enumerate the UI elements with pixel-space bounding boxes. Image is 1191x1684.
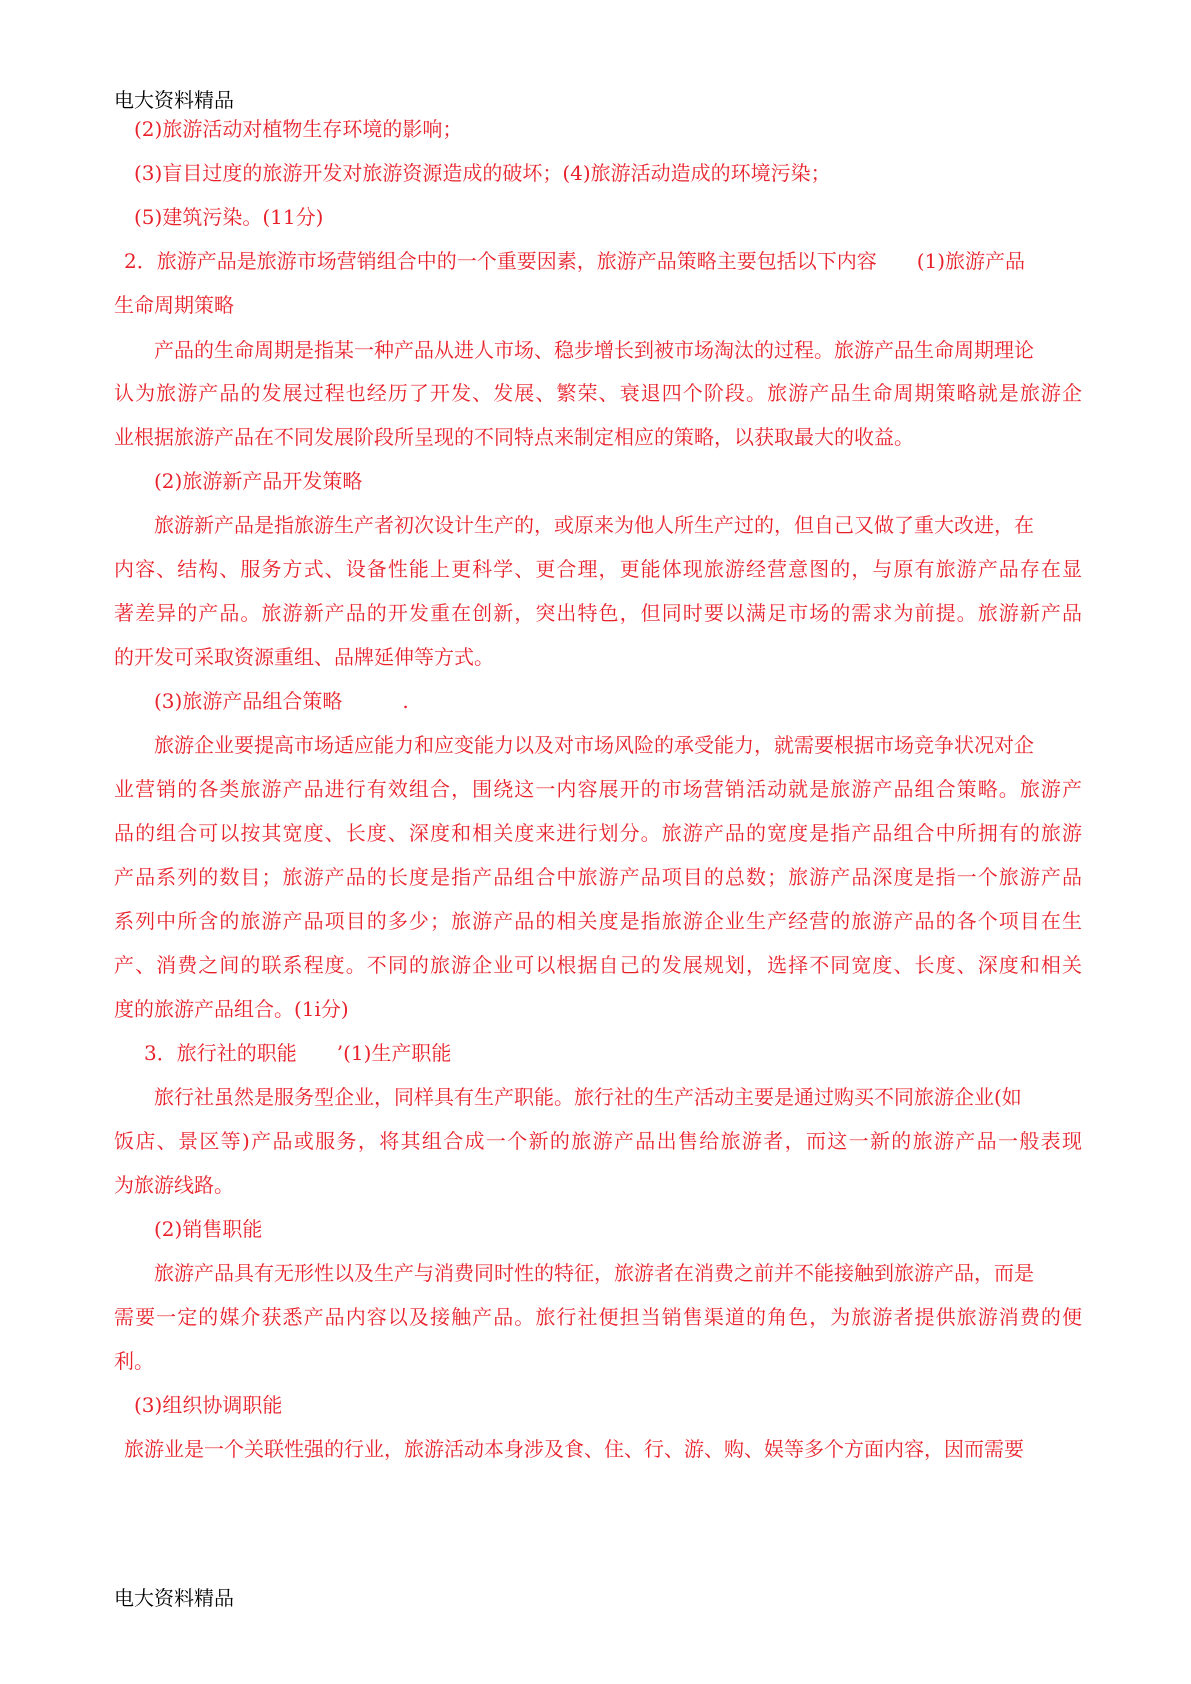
text-line: (3)组织协调职能 — [134, 1393, 283, 1417]
text-line: (2)旅游活动对植物生存环境的影响； — [134, 117, 463, 141]
text-line: (5)建筑污染。(11分) — [134, 205, 324, 229]
text-line: 的开发可采取资源重组、品牌延伸等方式。 — [114, 645, 494, 669]
text-line: 旅游业是一个关联性强的行业，旅游活动本身涉及食、住、行、游、购、娱等多个方面内容，因而需要 — [124, 1437, 1024, 1461]
text-line: 品的组合可以按其宽度、长度、深度和相关度来进行划分。旅游产品的宽度是指产品组合中所拥有的旅游 — [114, 821, 1082, 845]
page-header: 电大资料精品 — [114, 88, 234, 112]
text-line: 业根据旅游产品在不同发展阶段所呈现的不同特点来制定相应的策略，以获取最大的收益。 — [114, 425, 914, 449]
text-line: 内容、结构、服务方式、设备性能上更科学、更合理，更能体现旅游经营意图的，与原有旅游产品存在显 — [114, 557, 1082, 581]
text-line: 旅游新产品是指旅游生产者初次设计生产的，或原来为他人所生产过的，但自己又做了重大改进，在 — [154, 513, 1034, 537]
text-line: 产品的生命周期是指某一种产品从进人市场、稳步增长到被市场淘汰的过程。旅游产品生命周期理论 — [154, 338, 1034, 362]
text-line: 饭店、景区等)产品或服务，将其组合成一个新的旅游产品出售给旅游者，而这一新的旅游产品一般表现 — [114, 1129, 1082, 1153]
text-line: (2)销售职能 — [154, 1217, 263, 1241]
text-line: 系列中所含的旅游产品项目的多少；旅游产品的相关度是指旅游企业生产经营的旅游产品的各个项目在生 — [114, 909, 1082, 933]
page-footer: 电大资料精品 — [114, 1586, 234, 1610]
text-line: 旅行社虽然是服务型企业，同样具有生产职能。旅行社的生产活动主要是通过购买不同旅游企业(如 — [154, 1085, 1022, 1109]
text-line: 利。 — [114, 1349, 154, 1373]
text-line: 度的旅游产品组合。(1i分) — [114, 997, 349, 1021]
text-line: 3．旅行社的职能 ’(1)生产职能 — [144, 1041, 452, 1065]
text-line: 产品系列的数目；旅游产品的长度是指产品组合中旅游产品项目的总数；旅游产品深度是指一个旅游产品 — [114, 865, 1082, 889]
text-line: (2)旅游新产品开发策略 — [154, 469, 363, 493]
text-line: (3)盲目过度的旅游开发对旅游资源造成的破坏；(4)旅游活动造成的环境污染； — [134, 161, 831, 185]
text-line: 认为旅游产品的发展过程也经历了开发、发展、繁荣、衰退四个阶段。旅游产品生命周期策略就是旅游企 — [114, 381, 1082, 405]
text-line: 著差异的产品。旅游新产品的开发重在创新，突出特色，但同时要以满足市场的需求为前提。旅游新产品 — [114, 601, 1082, 625]
text-line: 生命周期策略 — [114, 293, 234, 317]
text-line: 为旅游线路。 — [114, 1173, 234, 1197]
text-line: 产、消费之间的联系程度。不同的旅游企业可以根据自己的发展规划，选择不同宽度、长度、深度和相关 — [114, 953, 1082, 977]
text-line: 旅游产品具有无形性以及生产与消费同时性的特征，旅游者在消费之前并不能接触到旅游产品，而是 — [154, 1261, 1034, 1285]
text-line: (3)旅游产品组合策略 . — [154, 689, 409, 713]
text-line: 业营销的各类旅游产品进行有效组合，围绕这一内容展开的市场营销活动就是旅游产品组合策略。旅游产 — [114, 777, 1082, 801]
text-line: 旅游企业要提高市场适应能力和应变能力以及对市场风险的承受能力，就需要根据市场竞争状况对企 — [154, 733, 1034, 757]
text-line: 需要一定的媒介获悉产品内容以及接触产品。旅行社便担当销售渠道的角色，为旅游者提供旅游消费的便 — [114, 1305, 1082, 1329]
text-line: 2．旅游产品是旅游市场营销组合中的一个重要因素，旅游产品策略主要包括以下内容 (1)旅游产品 — [124, 249, 1026, 273]
